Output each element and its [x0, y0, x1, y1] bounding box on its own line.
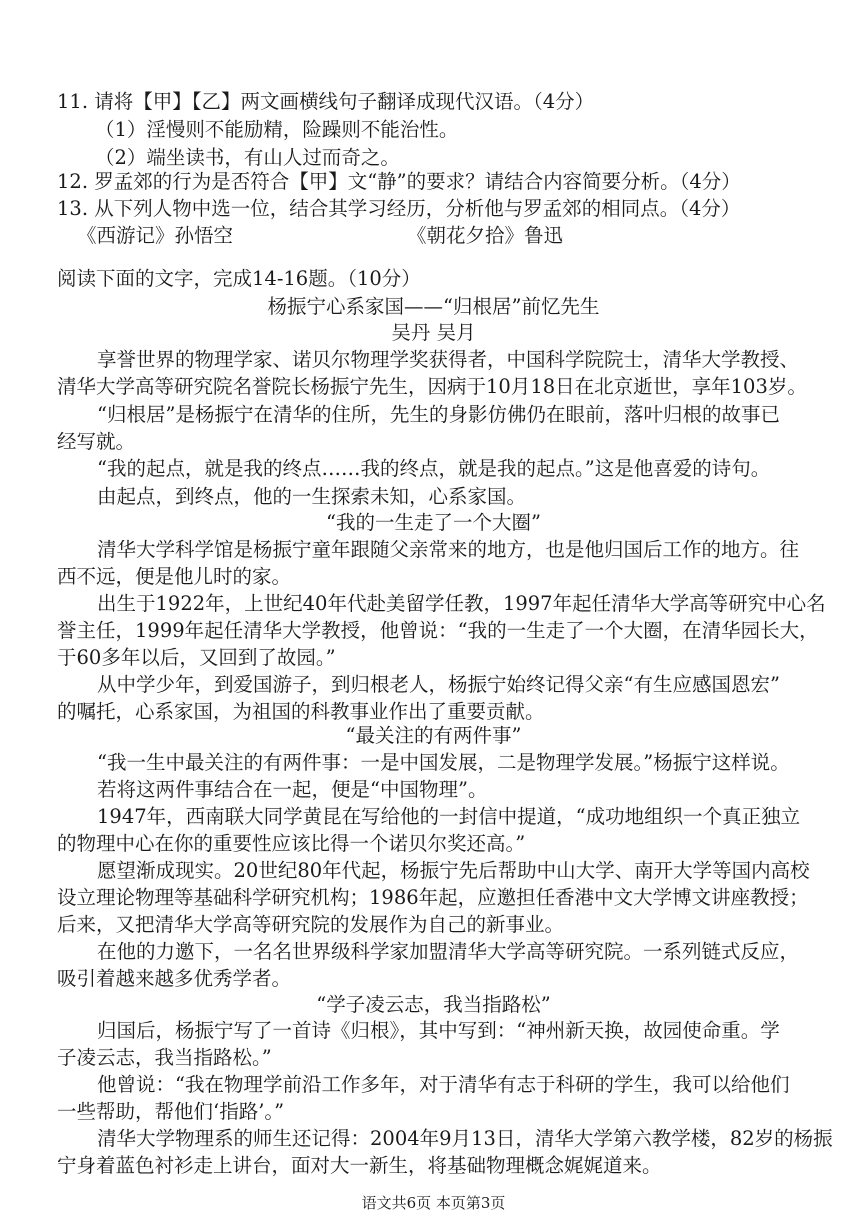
choice-sun-wukong: 《西游记》孙悟空 [77, 224, 234, 247]
paragraph-line: 设立理论物理等基础科学研究机构；1986年起，应邀担任香港中文大学博文讲座教授； [57, 886, 809, 909]
paragraph-line: 清华大学高等研究院名誉院长杨振宁先生，因病于10月18日在北京逝世，享年103岁。 [57, 375, 807, 398]
paragraph-line: 的嘱托，心系家国，为祖国的科教事业作出了重要贡献。 [57, 700, 545, 723]
section-heading: “我的一生走了一个大圈” [326, 511, 541, 534]
paragraph-line: 他曾说：“我在物理学前沿工作多年，对于清华有志于科研的学生，我可以给他们 [97, 1073, 790, 1096]
question-13: 13. 从下列人物中选一位，结合其学习经历，分析他与罗孟郊的相同点。（4分） [57, 197, 741, 220]
paragraph-line: 子凌云志，我当指路松。” [57, 1046, 272, 1069]
paragraph-line: “归根居”是杨振宁在清华的住所，先生的身影仿佛仍在眼前，落叶归根的故事已 [97, 403, 780, 426]
paragraph-line: “我一生中最关注的有两件事：一是中国发展，二是物理学发展。”杨振宁这样说。 [97, 751, 790, 774]
paragraph-line: 后来，又把清华大学高等研究院的发展作为自己的新事业。 [57, 913, 565, 936]
paragraph-line: 由起点，到终点，他的一生探索未知，心系家国。 [97, 485, 527, 508]
paragraph-line: 归国后，杨振宁写了一首诗《归根》，其中写到：“神州新天换，故园使命重。学 [97, 1019, 780, 1042]
article-title: 杨振宁心系家国——“归根居”前忆先生 [267, 295, 600, 318]
question-11: 11. 请将【甲】【乙】两文画横线句子翻译成现代汉语。（4分） [57, 90, 595, 113]
paragraph-line: 清华大学物理系的师生还记得：2004年9月13日，清华大学第六教学楼，82岁的杨振 [97, 1127, 833, 1150]
section-heading: “学子凌云志，我当指路松” [316, 993, 551, 1016]
paragraph-line: 宁身着蓝色衬衫走上讲台，面对大一新生，将基础物理概念娓娓道来。 [57, 1154, 662, 1177]
paragraph-line: 1947年，西南联大同学黄昆在写给他的一封信中提道，“成功地组织一个真正独立 [97, 805, 801, 828]
paragraph-line: “我的起点，就是我的终点……我的终点，就是我的起点。”这是他喜爱的诗句。 [97, 457, 771, 480]
paragraph-line: 在他的力邀下，一名名世界级科学家加盟清华大学高等研究院。一系列链式反应， [97, 940, 800, 963]
question-12: 12. 罗孟郊的行为是否符合【甲】文“静”的要求？请结合内容简要分析。（4分） [57, 170, 741, 193]
paragraph-line: 清华大学科学馆是杨振宁童年跟随父亲常来的地方，也是他归国后工作的地方。往 [97, 538, 800, 561]
page-footer: 语文共6页 本页第3页 [361, 1194, 506, 1212]
choice-lu-xun: 《朝花夕拾》鲁迅 [407, 224, 564, 247]
paragraph-line: 若将这两件事结合在一起，便是“中国物理”。 [97, 778, 488, 801]
paragraph-line: 誉主任，1999年起任清华大学教授，他曾说：“我的一生走了一个大圈，在清华园长大， [57, 619, 819, 642]
question-13-choices [77, 223, 857, 249]
paragraph-line: 的物理中心在你的重要性应该比得一个诺贝尔奖还高。” [57, 832, 526, 855]
paragraph-line: 出生于1922年，上世纪40年代赴美留学任教，1997年起任清华大学高等研究中心名 [97, 592, 826, 615]
paragraph-line: 吸引着越来越多优秀学者。 [57, 967, 292, 990]
question-11-part-2: （2）端坐读书，有山人过而奇之。 [95, 146, 400, 169]
paragraph-line: 从中学少年，到爱国游子，到归根老人，杨振宁始终记得父亲“有生应感国恩宏” [97, 673, 780, 696]
paragraph-line: 一些帮助，帮他们‘指路’。” [57, 1100, 285, 1123]
reading-intro: 阅读下面的文字，完成14-16题。（10分） [57, 267, 421, 290]
question-11-part-1: （1）淫慢则不能励精，险躁则不能治性。 [95, 118, 459, 141]
paragraph-line: 享誉世界的物理学家、诺贝尔物理学奖获得者，中国科学院院士，清华大学教授、 [97, 348, 800, 371]
paragraph-line: 愿望渐成现实。20世纪80年代起，杨振宁先后帮助中山大学、南开大学等国内高校 [97, 859, 810, 882]
article-authors: 吴丹 吴月 [391, 321, 476, 344]
section-heading: “最关注的有两件事” [345, 724, 522, 747]
paragraph-line: 于60多年以后，又回到了故园。” [57, 646, 336, 669]
paragraph-line: 西不远，便是他儿时的家。 [57, 565, 292, 588]
paragraph-line: 经写就。 [57, 430, 136, 453]
